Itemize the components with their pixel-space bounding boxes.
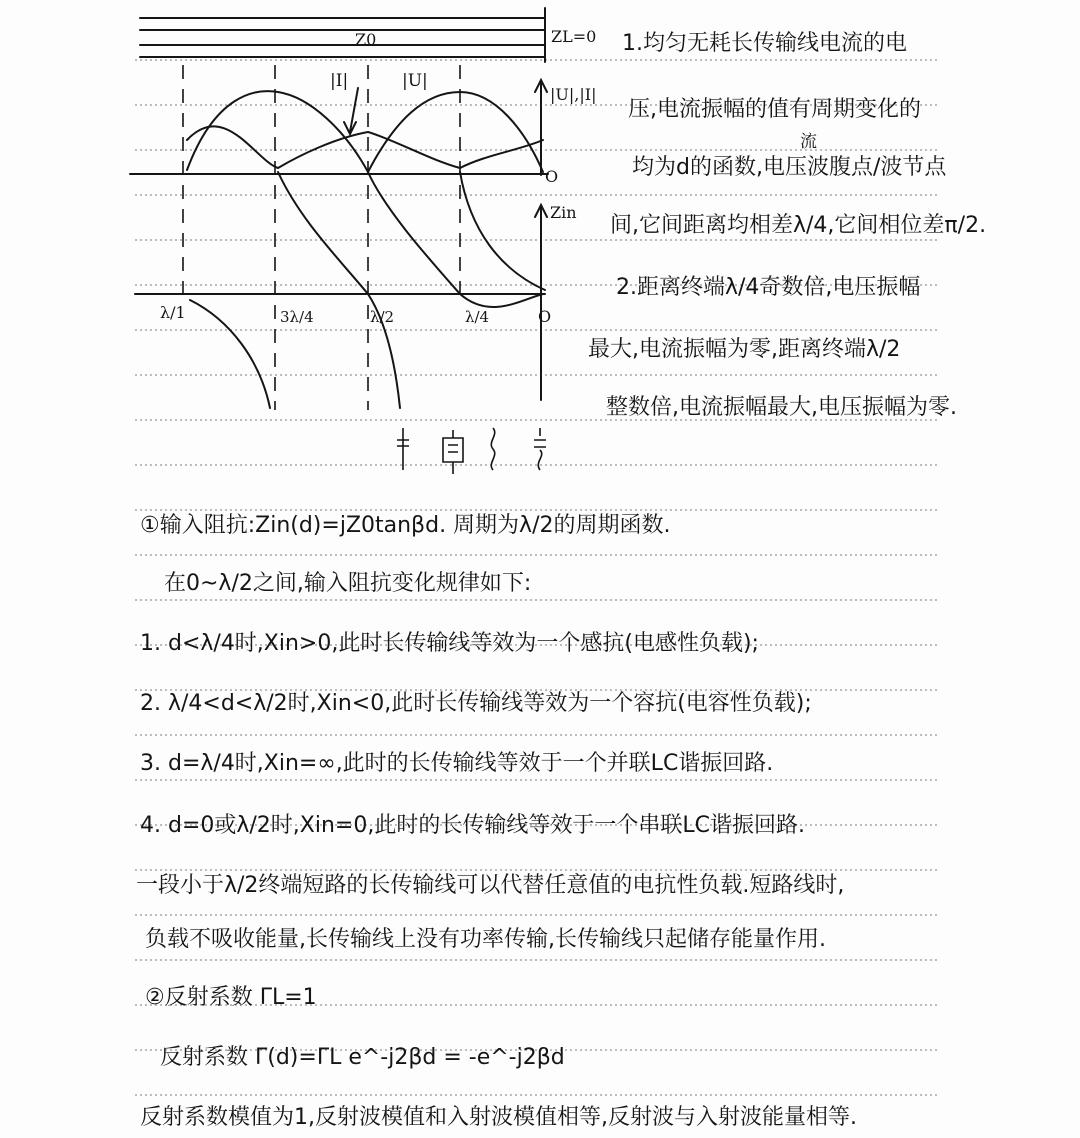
note-body-10: 反射系数 Γ(d)=ΓL e^-j2βd = -e^-j2βd (160, 1045, 565, 1070)
label-u: |U| (402, 71, 428, 91)
note-body-7: 一段小于λ/2终端短路的长传输线可以代替任意值的电抗性负载.短路线时, (136, 873, 845, 898)
note-right-4: 间,它间距离均相差λ/4,它间相位差π/2. (610, 213, 987, 238)
label-x1: λ/1 (160, 303, 186, 322)
note-body-9: ②反射系数 ΓL=1 (145, 985, 317, 1010)
circuit-symbols (397, 428, 546, 474)
note-body-6: 4. d=0或λ/2时,Xin=0,此时的长传输线等效于一个串联LC谐振回路. (140, 813, 805, 838)
note-right-5: 2.距离终端λ/4奇数倍,电压振幅 (616, 275, 921, 300)
label-half: λ/2 (370, 308, 395, 326)
arrow-i (344, 88, 358, 134)
note-body-3: 1. d<λ/4时,Xin>0,此时长传输线等效为一个感抗(电感性负载); (140, 631, 759, 656)
note-right-2: 压,电流振幅的值有周期变化的 (628, 97, 921, 122)
curve-i (187, 126, 543, 168)
label-origin-2: O (538, 307, 552, 326)
label-i: |I| (330, 71, 349, 91)
curve-zin-1 (190, 300, 270, 408)
note-body-8: 负载不吸收能量,长传输线上没有功率传输,长传输线只起储存能量作用. (145, 927, 826, 952)
curve-zin-3 (368, 172, 543, 307)
line-top (140, 18, 545, 57)
note-right-7: 整数倍,电流振幅最大,电压振幅为零. (606, 395, 957, 420)
label-ui: |U|,|I| (550, 85, 597, 104)
note-body-1: ①输入阻抗:Zin(d)=jZ0tanβd. 周期为λ/2的周期函数. (140, 513, 671, 538)
curve-zin-4 (460, 172, 545, 290)
label-origin-1: O (545, 167, 559, 186)
note-right-3: 均为d的函数,电压波腹点/波节点 (632, 155, 947, 180)
note-body-5: 3. d=λ/4时,Xin=∞,此时的长传输线等效于一个并联LC谐振回路. (140, 751, 774, 776)
label-zl: ZL=0 (551, 27, 597, 46)
note-right-6: 最大,电流振幅为零,距离终端λ/2 (588, 337, 901, 362)
curve-zin-2 (278, 172, 400, 408)
label-zin: Zin (550, 203, 577, 222)
note-body-11: 反射系数模值为1,反射波模值和入射波模值相等,反射波与入射波能量相等. (140, 1105, 857, 1130)
note-body-2: 在0~λ/2之间,输入阻抗变化规律如下: (164, 571, 532, 596)
label-three-quarter: 3λ/4 (280, 308, 314, 326)
note-right-1: 1.均匀无耗长传输线电流的电 (622, 31, 907, 56)
note-body-4: 2. λ/4<d<λ/2时,Xin<0,此时长传输线等效为一个容抗(电容性负载); (140, 691, 812, 716)
label-z0: Z0 (355, 30, 377, 49)
insert-word: 流 (800, 132, 817, 152)
label-quarter: λ/4 (465, 308, 490, 326)
